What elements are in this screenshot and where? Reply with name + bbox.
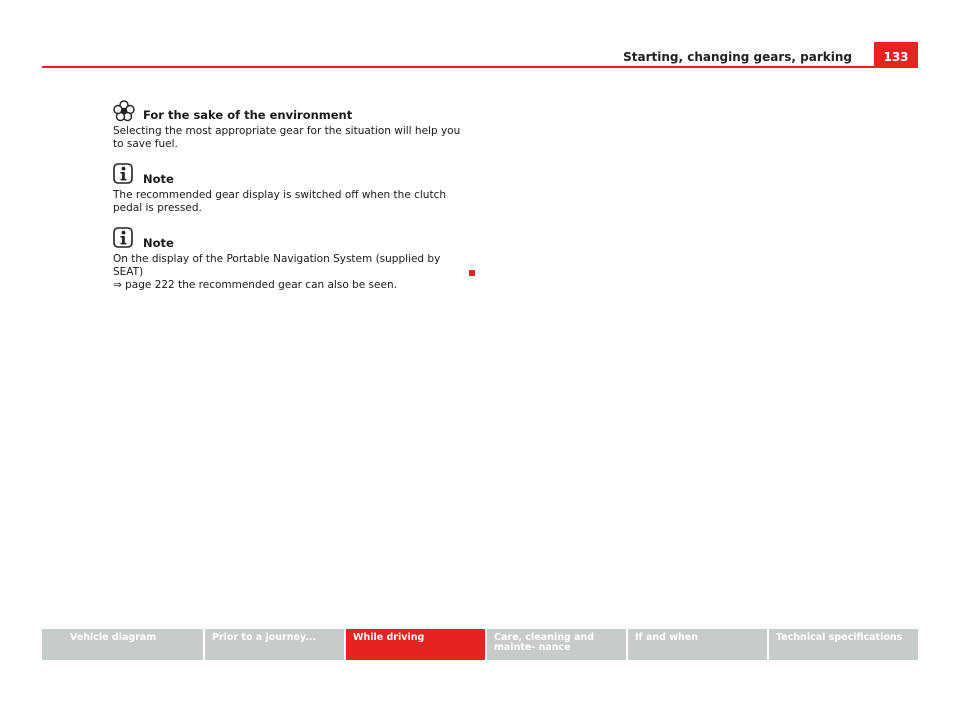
chapter-navigation <box>42 629 918 660</box>
tab-care-cleaning[interactable]: Care, cleaning and mainte- nance <box>487 629 626 660</box>
tab-if-and-when[interactable]: If and when <box>628 629 767 660</box>
section-end-marker <box>469 270 475 276</box>
note-heading-2: Note <box>143 236 174 250</box>
tab-while-driving[interactable]: While driving <box>346 629 485 660</box>
page-number: 133 <box>874 42 918 68</box>
tab-prior-to-journey[interactable]: Prior to a journey... <box>205 629 344 660</box>
running-header-title: Starting, changing gears, parking <box>623 50 852 64</box>
note-text-2-line1: On the display of the Portable Navigation System (supplied by SEAT) <box>113 253 441 278</box>
tab-vehicle-diagram[interactable]: Vehicle diagram <box>42 629 203 660</box>
flower-environment-icon <box>113 100 135 122</box>
environment-section <box>113 100 473 151</box>
info-note-icon <box>113 227 133 248</box>
environment-text: Selecting the most appropriate gear for the situation will help you to save fuel. <box>113 125 461 150</box>
note-text-2 <box>113 253 473 292</box>
info-note-icon <box>113 163 133 184</box>
environment-heading: For the sake of the environment <box>143 108 353 122</box>
header-rule <box>42 66 918 68</box>
note-section-1 <box>113 163 473 215</box>
note-heading-1: Note <box>143 172 174 186</box>
tab-technical-specifications[interactable]: Technical specifications <box>769 629 918 660</box>
page-reference-link[interactable]: ⇒ page 222 the recommended gear can also be seen. <box>113 279 397 291</box>
note-section-2 <box>113 227 473 292</box>
note-text-1: The recommended gear display is switched off when the clutch pedal is pressed. <box>113 189 447 214</box>
